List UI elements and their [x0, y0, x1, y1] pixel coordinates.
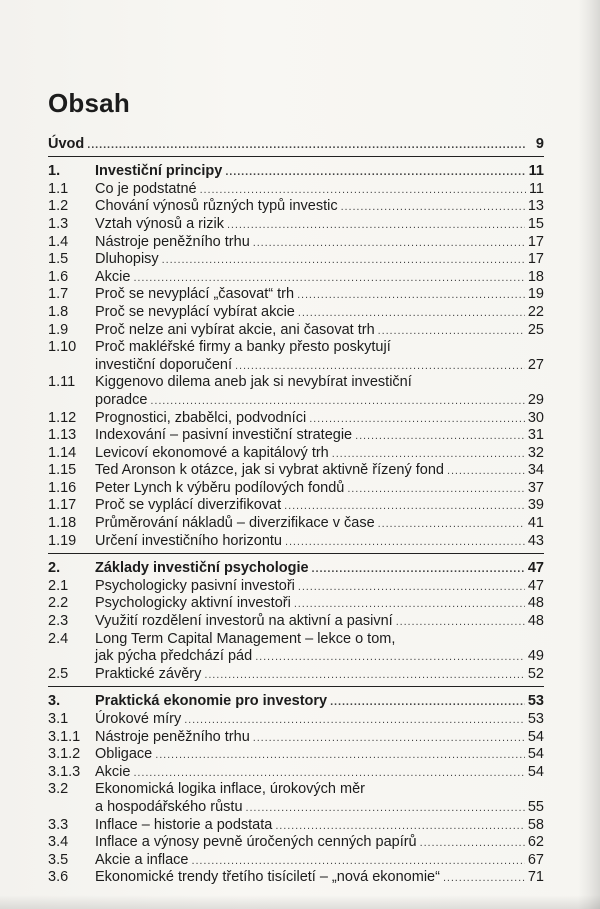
toc-number: 1.6 — [48, 268, 69, 285]
toc-page-number: 34 — [527, 462, 544, 479]
page-bottom-shadow — [0, 895, 600, 909]
leader-dots — [224, 218, 525, 232]
toc-page-number: 31 — [527, 427, 544, 444]
toc-page-number: 47 — [527, 560, 544, 577]
toc-number: 2.3 — [48, 613, 69, 630]
leader-dots — [327, 695, 525, 709]
toc-number: 3.4 — [48, 834, 69, 851]
toc-entry[interactable] — [48, 320, 544, 338]
toc-entry-continuation[interactable] — [48, 797, 544, 815]
toc-page-number: 17 — [527, 251, 544, 268]
toc-entry-label: Psychologicky pasivní investoři — [95, 577, 295, 594]
toc-entry-label: Průměrování nákladů – diverzifikace v čase — [95, 515, 375, 532]
toc-entry[interactable] — [48, 745, 544, 763]
toc-page-number: 13 — [527, 198, 544, 215]
leader-dots — [440, 871, 525, 885]
toc-number: 1.7 — [48, 286, 69, 303]
table-of-contents — [48, 134, 544, 885]
toc-page-number: 48 — [527, 613, 544, 630]
toc-page-number: 17 — [527, 233, 544, 250]
toc-entry[interactable] — [48, 443, 544, 461]
toc-number: 3.3 — [48, 816, 69, 833]
toc-number: 1.18 — [48, 515, 77, 532]
toc-entry-label: Proč makléřské firmy a banky přesto poskytují — [95, 339, 391, 356]
toc-entry-label: Nástroje peněžního trhu — [95, 233, 250, 250]
toc-page-number: 54 — [527, 728, 544, 745]
toc-number: 1. — [48, 163, 61, 180]
toc-number: 1.2 — [48, 198, 69, 215]
toc-entry-label: Co je podstatné — [95, 180, 197, 197]
toc-number: 2. — [48, 560, 61, 577]
toc-entry-label: Dluhopisy — [95, 251, 159, 268]
toc-chapter-1[interactable] — [48, 162, 544, 180]
toc-entry-label: Chování výnosů různých typů investic — [95, 198, 338, 215]
toc-entry-label: Indexování – pasivní investiční strategie — [95, 427, 353, 444]
toc-entry[interactable] — [48, 214, 544, 232]
toc-entry-label: Prognostici, zbabělci, podvodníci — [95, 409, 307, 426]
toc-entry-label: Long Term Capital Management – lekce o tom, — [95, 630, 396, 647]
toc-page-number: 41 — [527, 515, 544, 532]
leader-dots — [130, 766, 524, 780]
section-divider — [48, 156, 544, 157]
toc-entry[interactable] — [48, 868, 544, 886]
toc-entry-label: jak pýcha předchází pád — [95, 648, 253, 665]
toc-number: 2.1 — [48, 577, 69, 594]
toc-page-number: 71 — [527, 869, 544, 886]
toc-page-number: 43 — [527, 532, 544, 549]
toc-number: 1.11 — [48, 374, 76, 391]
toc-number: 3.1.2 — [48, 746, 81, 763]
leader-dots — [250, 236, 525, 250]
toc-page-number: 15 — [527, 215, 544, 232]
toc-entry-label: Využití rozdělení investorů na aktivní a pasivní — [95, 613, 393, 630]
toc-entry-label: Proč nelze ani vybírat akcie, ani časovat trh — [95, 321, 375, 338]
leader-dots — [352, 429, 525, 443]
leader-dots — [329, 447, 525, 461]
leader-dots — [189, 854, 525, 868]
toc-entry-label: Nástroje peněžního trhu — [95, 728, 250, 745]
toc-number: 1.17 — [48, 497, 77, 514]
toc-number: 1.19 — [48, 532, 77, 549]
toc-entry-continuation[interactable] — [48, 390, 544, 408]
toc-entry[interactable] — [48, 611, 544, 629]
toc-number: 3.1.1 — [48, 728, 81, 745]
toc-page-number: 22 — [527, 303, 544, 320]
toc-entry-label: Levicoví ekonomové a kapitálový trh — [95, 444, 329, 461]
toc-number: 1.1 — [48, 180, 69, 197]
toc-entry-label: Proč se nevyplácí „časovat“ trh — [95, 286, 295, 303]
leader-dots — [417, 836, 525, 850]
toc-entry[interactable] — [48, 197, 544, 215]
toc-entry[interactable] — [48, 664, 544, 682]
leader-dots — [232, 359, 525, 373]
leader-dots — [344, 482, 525, 496]
leader-dots — [130, 271, 524, 285]
toc-entry-label: Kiggenovo dilema aneb jak si nevybírat investiční — [95, 374, 412, 391]
page-title: Obsah — [48, 88, 130, 118]
section-divider — [48, 686, 544, 687]
leader-dots — [222, 165, 525, 179]
toc-number: 3. — [48, 693, 61, 710]
toc-entry-label: Akcie a inflace — [95, 851, 189, 868]
toc-number: 1.4 — [48, 233, 69, 250]
toc-entry[interactable] — [48, 513, 544, 531]
leader-dots — [375, 517, 525, 531]
toc-entry[interactable] — [48, 833, 544, 851]
toc-entry-continuation[interactable] — [48, 355, 544, 373]
toc-page-number: 47 — [527, 577, 544, 594]
toc-page-number: 18 — [527, 268, 544, 285]
toc-entry-label: Akcie — [95, 763, 131, 780]
leader-dots — [250, 731, 525, 745]
leader-dots — [338, 200, 525, 214]
toc-entry[interactable] — [48, 338, 544, 356]
toc-page-number: 55 — [527, 798, 544, 815]
toc-chapter-3[interactable] — [48, 692, 544, 710]
toc-page-number: 54 — [527, 746, 544, 763]
toc-entry[interactable] — [48, 478, 544, 496]
leader-dots — [84, 138, 527, 152]
toc-number: 3.1.3 — [48, 763, 81, 780]
toc-page-number: 32 — [527, 444, 544, 461]
toc-entry-label: Úrokové míry — [95, 711, 182, 727]
toc-entry[interactable] — [48, 267, 544, 285]
toc-number: 1.3 — [48, 215, 69, 232]
toc-entry-label: Psychologicky aktivní investoři — [95, 595, 291, 612]
toc-number: 3.1 — [48, 711, 69, 727]
toc-entry[interactable] — [48, 461, 544, 479]
leader-dots — [252, 650, 525, 664]
leader-dots — [444, 464, 525, 478]
toc-number: 1.16 — [48, 479, 77, 496]
leader-dots — [243, 801, 525, 815]
toc-number: 3.5 — [48, 851, 69, 868]
leader-dots — [159, 253, 525, 267]
toc-entry[interactable] — [48, 762, 544, 780]
toc-entry[interactable] — [48, 531, 544, 549]
toc-page-number: 19 — [527, 286, 544, 303]
toc-entry[interactable] — [48, 629, 544, 647]
toc-number: 2.5 — [48, 665, 69, 682]
toc-page-number: 52 — [527, 665, 544, 682]
leader-dots — [282, 535, 525, 549]
toc-page-number: 9 — [535, 135, 544, 152]
toc-entry-label: Praktická ekonomie pro investory — [95, 693, 328, 710]
toc-entry-label: Proč se nevyplácí vybírat akcie — [95, 303, 295, 320]
toc-entry[interactable] — [48, 576, 544, 594]
toc-entry[interactable] — [48, 594, 544, 612]
toc-entry-label: poradce — [95, 391, 148, 408]
toc-page-number: 27 — [527, 356, 544, 373]
toc-page-number: 58 — [527, 816, 544, 833]
toc-entry-label: Ekonomická logika inflace, úrokových měr — [95, 781, 365, 798]
toc-number: 2.4 — [48, 630, 69, 647]
toc-number: 1.5 — [48, 251, 69, 268]
toc-entry-label: Obligace — [95, 746, 153, 763]
leader-dots — [393, 615, 525, 629]
leader-dots — [306, 412, 525, 426]
toc-page-number: 37 — [527, 479, 544, 496]
toc-page-number: 53 — [527, 693, 544, 710]
toc-page-number: 53 — [527, 711, 544, 727]
toc-entry[interactable] — [48, 285, 544, 303]
toc-page-number: 54 — [527, 763, 544, 780]
toc-entry[interactable] — [48, 408, 544, 426]
toc-page-number: 67 — [527, 851, 544, 868]
toc-entry-label: Inflace – historie a podstata — [95, 816, 273, 833]
toc-number: 3.6 — [48, 869, 69, 886]
toc-entry[interactable] — [48, 727, 544, 745]
toc-entry[interactable] — [48, 709, 544, 727]
toc-entry[interactable] — [48, 302, 544, 320]
leader-dots — [152, 748, 525, 762]
toc-entry[interactable] — [48, 780, 544, 798]
toc-entry[interactable] — [48, 496, 544, 514]
toc-entry[interactable] — [48, 850, 544, 868]
toc-page-number: 11 — [528, 163, 544, 180]
toc-entry-label: Určení investičního horizontu — [95, 532, 282, 549]
section-divider — [48, 553, 544, 554]
leader-dots — [291, 597, 525, 611]
toc-entry-label: investiční doporučení — [95, 356, 233, 373]
toc-page-number: 29 — [527, 391, 544, 408]
toc-page-number: 25 — [527, 321, 544, 338]
toc-entry-label: Úvod — [48, 135, 85, 152]
toc-chapter-2[interactable] — [48, 559, 544, 577]
toc-number: 1.9 — [48, 321, 69, 338]
toc-page-number: 11 — [528, 180, 544, 197]
leader-dots — [281, 499, 525, 513]
toc-number: 1.14 — [48, 444, 77, 461]
toc-entry[interactable] — [48, 373, 544, 391]
toc-entry-label: Investiční principy — [95, 163, 223, 180]
toc-entry-label: Praktické závěry — [95, 665, 202, 682]
leader-dots — [294, 288, 525, 302]
leader-dots — [309, 562, 525, 576]
leader-dots — [375, 324, 525, 338]
leader-dots — [197, 183, 526, 197]
toc-page-number: 30 — [527, 409, 544, 426]
toc-entry-intro[interactable] — [48, 134, 544, 152]
toc-number: 1.8 — [48, 303, 69, 320]
toc-entry[interactable] — [48, 232, 544, 250]
leader-dots — [272, 819, 525, 833]
toc-number: 1.10 — [48, 339, 77, 356]
toc-entry[interactable] — [48, 815, 544, 833]
toc-number: 3.2 — [48, 781, 69, 798]
toc-entry-label: Proč se vyplácí diverzifikovat — [95, 497, 282, 514]
leader-dots — [147, 394, 524, 408]
toc-page-number: 39 — [527, 497, 544, 514]
toc-page-number: 49 — [527, 648, 544, 665]
leader-dots — [295, 580, 525, 594]
toc-number: 1.12 — [48, 409, 77, 426]
toc-entry-label: Ted Aronson k otázce, jak si vybrat aktivně řízený fond — [95, 462, 444, 479]
toc-entry-label: a hospodářského růstu — [95, 798, 243, 815]
toc-number: 1.15 — [48, 462, 77, 479]
toc-entry-label: Vztah výnosů a rizik — [95, 215, 224, 232]
toc-entry[interactable] — [48, 250, 544, 268]
toc-entry-label: Ekonomické trendy třetího tisíciletí – „nová ekonomie“ — [95, 869, 440, 886]
toc-entry-label: Inflace a výnosy pevně úročených cenných papírů — [95, 834, 417, 851]
toc-number: 2.2 — [48, 595, 69, 612]
toc-number: 1.13 — [48, 427, 77, 444]
toc-entry-label: Akcie — [95, 268, 131, 285]
toc-page-number: 48 — [527, 595, 544, 612]
leader-dots — [181, 713, 525, 727]
leader-dots — [201, 668, 524, 682]
toc-page-number: 62 — [527, 834, 544, 851]
toc-entry-label: Peter Lynch k výběru podílových fondů — [95, 479, 345, 496]
toc-entry-continuation[interactable] — [48, 647, 544, 665]
toc-entry[interactable] — [48, 179, 544, 197]
toc-entry[interactable] — [48, 426, 544, 444]
leader-dots — [295, 306, 525, 320]
page-edge-shadow — [578, 0, 600, 909]
toc-entry-label: Základy investiční psychologie — [95, 560, 309, 577]
